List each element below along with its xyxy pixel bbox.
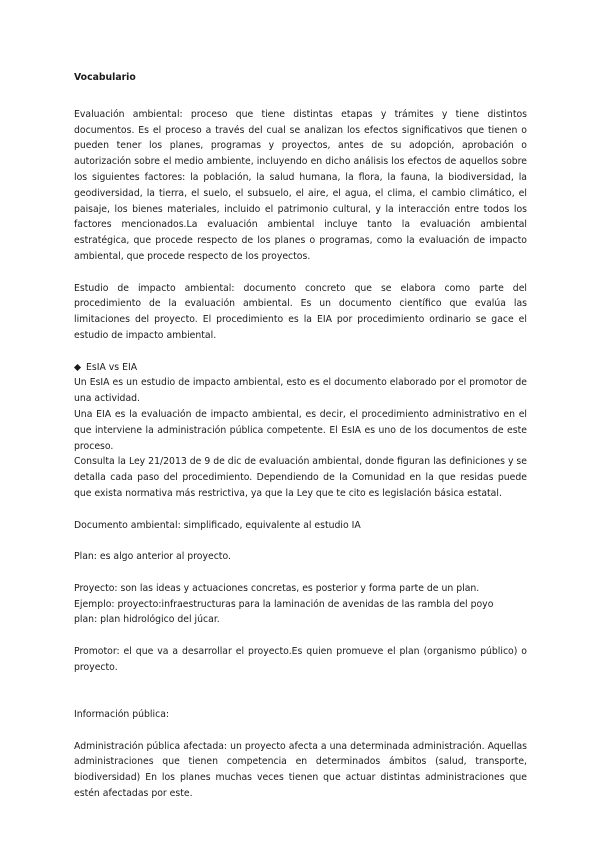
paragraph-ejemplo-2: plan: plan hidrológico del júcar. <box>74 614 220 626</box>
spacer <box>74 723 527 739</box>
paragraph-esia-def: Un EsIA es un estudio de impacto ambiental, esto es el documento elaborado por el promotor de una actividad. <box>74 377 527 405</box>
paragraph-administracion-afectada: Administración pública afectada: un proyecto afecta a una determinada administración. Aquellas administraciones que tienen competencia en determinados ámbitos (salud, transporte, biodiversidad) En los planes muchas veces tienen que actuar distintas administraciones que estén afectadas por este. <box>74 740 527 800</box>
paragraph-informacion-publica: Información pública: <box>74 709 170 721</box>
paragraph-proyecto: Proyecto: son las ideas y actuaciones concretas, es posterior y forma parte de un plan. <box>74 582 480 594</box>
spacer <box>74 344 527 360</box>
spacer <box>74 628 527 644</box>
spacer <box>74 94 527 107</box>
document-page <box>74 70 527 802</box>
paragraph-ejemplo-1: Ejemplo: proyecto:infraestructuras para la laminación de avenidas de las rambla del poyo <box>74 598 494 610</box>
paragraph-documento-ambiental: Documento ambiental: simplificado, equivalente al estudio IA <box>74 519 361 531</box>
section-esia-vs-eia-label: EsIA vs EIA <box>86 361 138 373</box>
diamond-bullet-icon <box>74 364 81 371</box>
paragraph-promotor: Promotor: el que va a desarrollar el proyecto.Es quien promueve el plan (organismo público) o proyecto. <box>74 645 527 673</box>
paragraph-estudio-impacto: Estudio de impacto ambiental: documento concreto que se elabora como parte del procedimiento de la evaluación ambiental. Es un documento científico que evalúa las limitaciones del proyecto. El procedimiento es la EIA por procedimiento ordinario se gace el estudio de impacto ambiental. <box>74 282 527 341</box>
paragraph-plan: Plan: es algo anterior al proyecto. <box>74 551 231 563</box>
spacer <box>74 533 527 549</box>
document-title: Vocabulario <box>74 72 136 83</box>
spacer <box>74 502 527 518</box>
paragraph-evaluacion-ambiental: Evaluación ambiental: proceso que tiene distintas etapas y trámites y tiene distintos documentos. Es el proceso a través del cual se analizan los efectos significativos que tienen o pueden tener los planes, programas y proyectos, antes de su adopción, aprobación o autorización sobre el medio ambiente, incluyendo en dicho análisis los efectos de aquellos sobre los siguientes factores: la población, la salud humana, la flora, la fauna, la biodiversidad, la geodiversidad, la tierra, el suelo, el subsuelo, el aire, el agua, el clima, el cambio climático, el paisaje, los bienes materiales, incluido el patrimonio cultural, y la interacción entre todos los factores mencionados.La evaluación ambiental incluye tanto la evaluación ambiental estratégica, que procede respecto de los planes o programas, como la evaluación de impacto ambiental, que procede respecto de los proyectos. <box>74 108 527 262</box>
spacer <box>74 565 527 581</box>
spacer <box>74 265 527 281</box>
section-esia-vs-eia <box>74 360 527 376</box>
spacer <box>74 675 527 707</box>
paragraph-eia-def: Una EIA es la evaluación de impacto ambiental, es decir, el procedimiento administrativo en el que interviene la administración pública competente. El EsIA es uno de los documentos de este proceso. <box>74 408 527 452</box>
paragraph-consulta-ley: Consulta la Ley 21/2013 de 9 de dic de evaluación ambiental, donde figuran las definiciones y se detalla cada paso del procedimiento. Dependiendo de la Comunidad en la que residas puede que exista normativa más restrictiva, ya que la Ley que te cito es legislación básica estatal. <box>74 456 527 499</box>
